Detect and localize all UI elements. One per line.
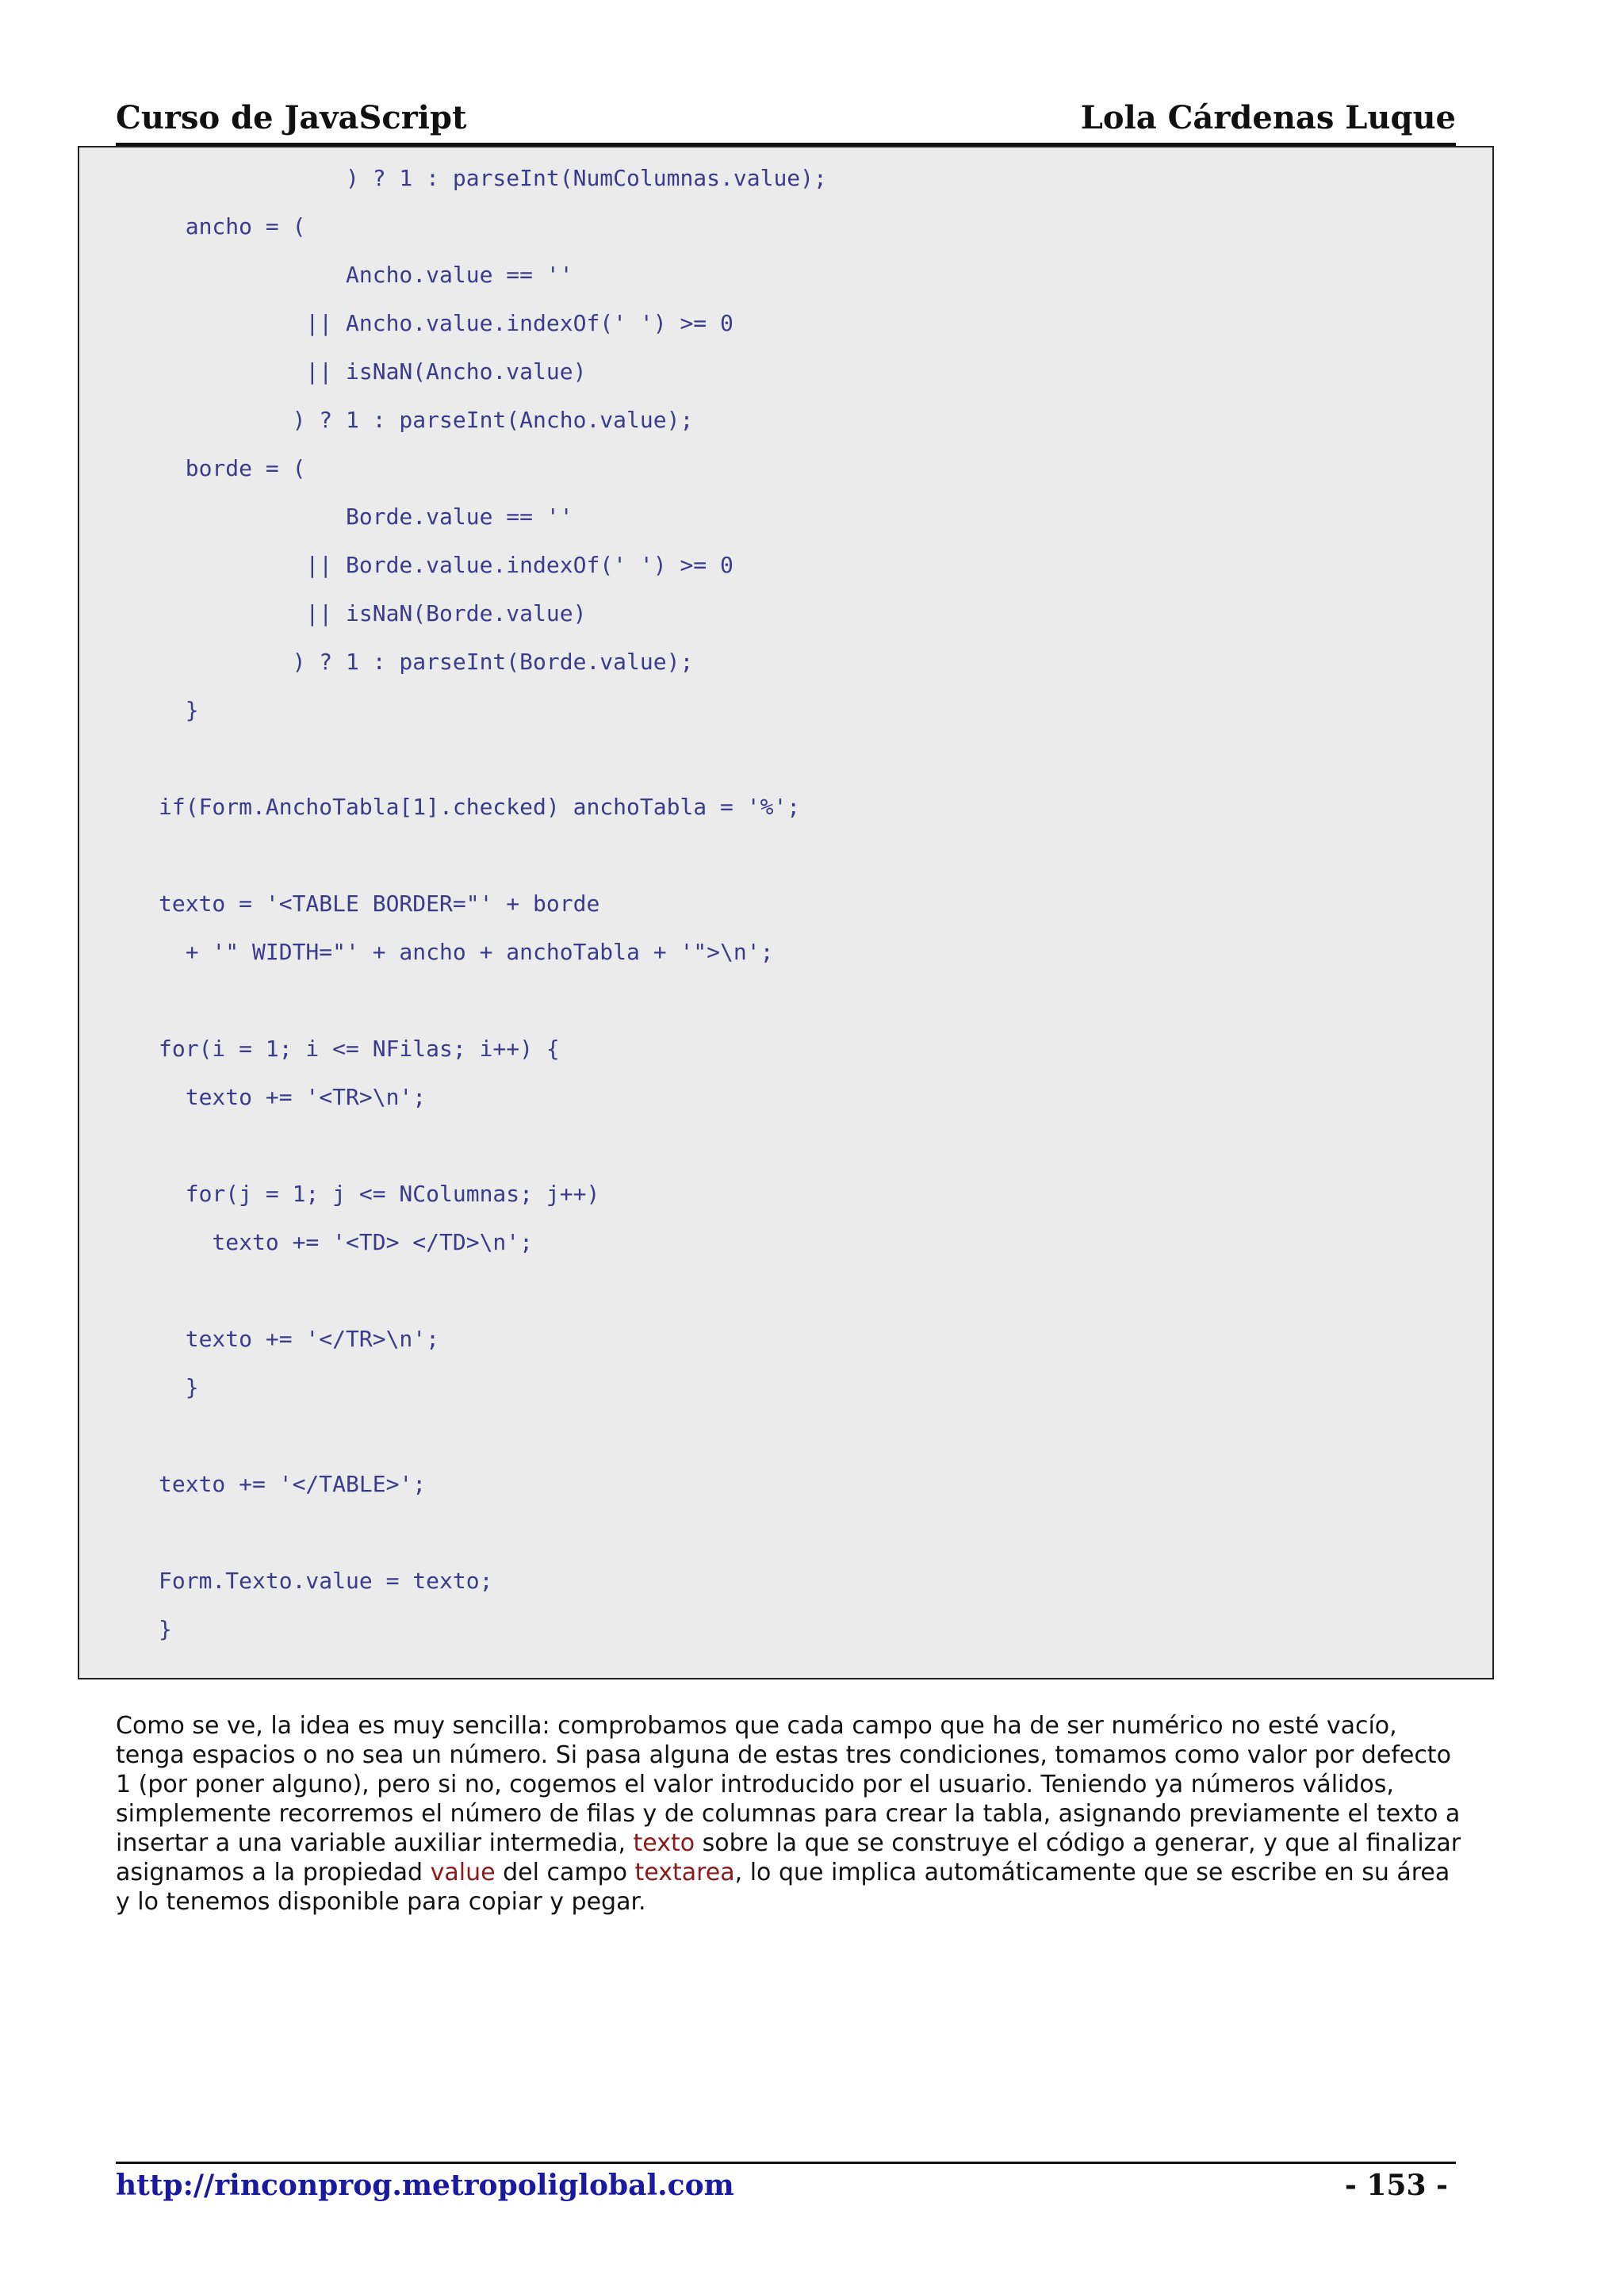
code-listing-box	[78, 146, 1494, 1679]
paragraph-text-4: , lo que implica automáticamente que se escribe en su área y lo tenemos disponible para copiar y pegar.	[116, 1859, 1450, 1916]
code-line: borde = (	[159, 455, 306, 481]
code-line: }	[159, 1616, 172, 1642]
code-line: ) ? 1 : parseInt(Ancho.value);	[159, 407, 694, 433]
code-line: ) ? 1 : parseInt(NumColumnas.value);	[159, 165, 827, 191]
code-line: + '" WIDTH="' + ancho + anchoTabla + '">\n';	[159, 939, 774, 965]
keyword-value: value	[430, 1859, 496, 1886]
code-line: || isNaN(Ancho.value)	[159, 358, 587, 385]
code-line: texto += '</TABLE>';	[159, 1471, 427, 1497]
footer-divider	[116, 2162, 1456, 2164]
code-line: texto += '<TD> </TD>\n';	[159, 1229, 534, 1255]
code-line: || isNaN(Borde.value)	[159, 600, 587, 626]
code-line: || Ancho.value.indexOf(' ') >= 0	[159, 310, 733, 336]
code-line: Ancho.value == ''	[159, 262, 573, 288]
code-line: texto += '<TR>\n';	[159, 1084, 427, 1110]
page-number: - 153 -	[1344, 2169, 1448, 2202]
code-line: texto = '<TABLE BORDER="' + borde	[159, 890, 600, 917]
code-line: Form.Texto.value = texto;	[159, 1568, 493, 1594]
code-line: }	[159, 697, 199, 723]
paragraph-text-2: sobre la que se construye el código a generar, y que al finalizar asignamos a la propiedad	[116, 1829, 1461, 1886]
header-course-title: Curso de JavaScript	[116, 99, 467, 136]
code-line: if(Form.AnchoTabla[1].checked) anchoTabla = '%';	[159, 794, 801, 820]
code-line: Borde.value == ''	[159, 504, 573, 530]
paragraph-text-3: del campo	[495, 1859, 635, 1886]
footer-website-link[interactable]: http://rinconprog.metropoliglobal.com	[116, 2169, 734, 2202]
header-author: Lola Cárdenas Luque	[1080, 99, 1456, 136]
code-line: texto += '</TR>\n';	[159, 1326, 440, 1352]
code-line: ) ? 1 : parseInt(Borde.value);	[159, 649, 694, 675]
code-line: for(j = 1; j <= NColumnas; j++)	[159, 1181, 600, 1207]
keyword-textarea: textarea	[634, 1859, 735, 1886]
keyword-texto: texto	[633, 1829, 695, 1857]
explanation-paragraph	[116, 1711, 1464, 1917]
code-line: }	[159, 1374, 199, 1400]
code-line: for(i = 1; i <= NFilas; i++) {	[159, 1036, 560, 1062]
code-line: || Borde.value.indexOf(' ') >= 0	[159, 552, 733, 578]
paragraph-text-1: Como se ve, la idea es muy sencilla: comprobamos que cada campo que ha de ser numérico no esté vacío, tenga espacios o no sea un número. Si pasa alguna de estas tres condiciones, tomamos como valor por defecto 1 (por poner alguno), pero si no, cogemos el valor introducido por el usuario. Teniendo ya números válidos, simplemente recorremos el número de filas y de columnas para crear la tabla, asignando previamente el texto a insertar a una variable auxiliar intermedia,	[116, 1712, 1461, 1857]
code-line: ancho = (	[159, 213, 306, 239]
